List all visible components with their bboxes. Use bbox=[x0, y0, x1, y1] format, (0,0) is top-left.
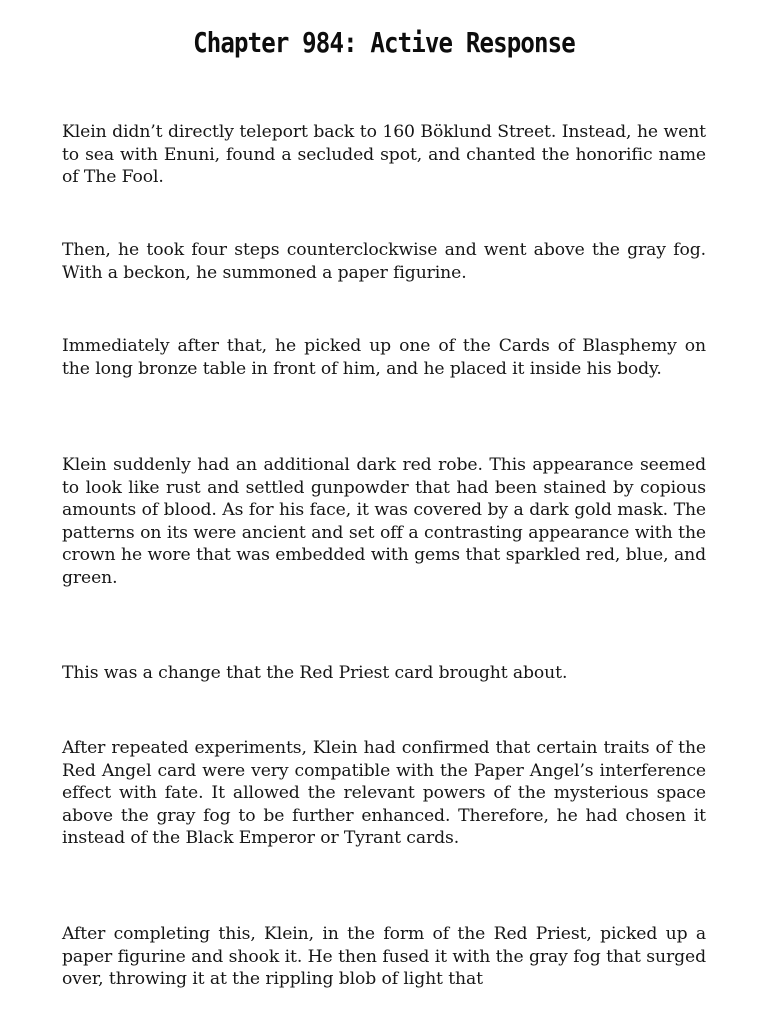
paragraph-2: Then, he took four steps counterclockwise and went above the gray fog. With a beckon, he summoned a paper figurine. bbox=[62, 240, 706, 283]
paragraph-4: Klein suddenly had an additional dark red robe. This appearance seemed to look like rust and settled gunpowder that had been stained by copious amounts of blood. As for his face, it was covered by a dark gold mask. The patterns on its were ancient and set off a contrasting appearance with the crown he wore that was embedded with gems that sparkled red, blue, and green. bbox=[62, 455, 706, 588]
paragraph-6: After repeated experiments, Klein had confirmed that certain traits of the Red Angel card were very compatible with the Paper Angel’s interference effect with fate. It allowed the relevant powers of the mysterious space above the gray fog to be further enhanced. Therefore, he had chosen it instead of the Black Emperor or Tyrant cards. bbox=[62, 738, 706, 849]
paragraph-1: Klein didn’t directly teleport back to 160 Böklund Street. Instead, he went to sea with Enuni, found a secluded spot, and chanted the honorific name of The Fool. bbox=[62, 122, 706, 188]
paragraph-5: This was a change that the Red Priest card brought about. bbox=[62, 663, 568, 683]
paragraph-3: Immediately after that, he picked up one of the Cards of Blasphemy on the long bronze table in front of him, and he placed it inside his body. bbox=[62, 336, 706, 379]
chapter-title: Chapter 984: Active Response bbox=[193, 26, 575, 59]
paragraph-7: After completing this, Klein, in the form of the Red Priest, picked up a paper figurine and shook it. He then fused it with the gray fog that surged over, throwing it at the rippling blob of light that bbox=[62, 924, 706, 990]
